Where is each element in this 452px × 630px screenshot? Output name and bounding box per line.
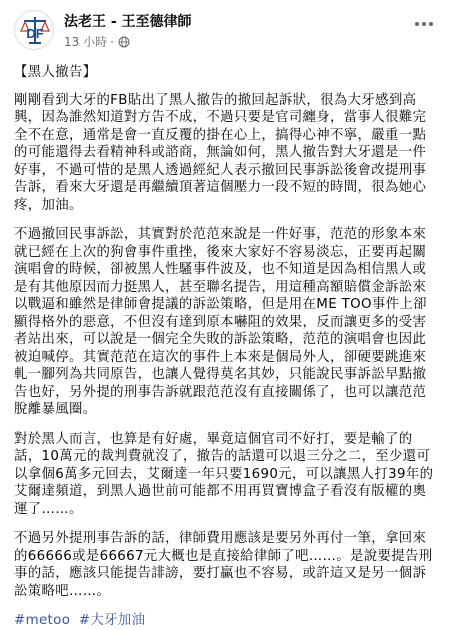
avatar-monogram: DF [26,26,44,41]
author-name[interactable]: 法老王 - 王至德律師 [64,14,192,30]
meta-separator: · [110,34,114,49]
post-paragraph-1: 剛剛看到大牙的FB貼出了黑人撤告的撤回起訴狀，很為大牙感到高興，因為誰然知道對方告不成，不過只要是官司纏身，當事人很難完全不在意，通常是會一直反覆的掛在心上，搞得心神不寧，嚴重一點的可能還得去看精神科或諮商，無論如何，黑人撤告對大牙還是一件好事，不過可惜的是黑人透過經紀人表示撤回民事訴訟後會改提刑事告訴，看來大牙還是再繼續頂著這個壓力一段不短的時間，很為她心疼，加油。 [14,92,427,213]
avatar[interactable] [14,10,54,50]
hashtag-list [14,612,438,630]
globe-icon[interactable] [118,36,130,48]
hashtag-link[interactable]: #metoo [14,613,71,628]
post-time[interactable]: 13 小時 [64,35,108,49]
hashtag-link[interactable]: #大牙加油 [78,613,146,628]
more-options-icon[interactable] [410,14,438,34]
post-meta [64,33,130,50]
post-paragraph-3: 對於黑人而言，也算是有好處，畢竟這個官司不好打，要是輸了的話，10萬元的裁判費就沒了，撤告的話還可以退三分之二，至少還可以拿個6萬多元回去，艾爾達一年只要1690元，可以讓黑人打39年的艾爾達頻道，到黑人過世前可能都不用再買寶博盒子看沒有版權的奧運了……。 [14,431,434,517]
post-title: 【黑人撤告】 [14,65,97,80]
post-body [14,64,438,630]
post-paragraph-4: 不過另外提刑事告訴的話，律師費用應該是要另外再付一筆，拿回來的66666或是66667元大概也是直接給律師了吧……。是說要提告刑事的話，應該只能提告誹謗，要打贏也不容易，或許這又是另一個訴訟策略吧……。 [14,531,433,599]
post-header [14,8,438,56]
post-paragraph-2: 不過撤回民事訴訟，其實對於范范來說是一件好事，范范的形象本來就已經在上次的狗會事件重挫，後來大家好不容易淡忘，正要再起關演唱會的時候，卻被黑人性騷事件波及，也不知道是因為相信黑人或是有其他原因而力挺黑人，甚至聯名提告，用這種高額賠償金訴訟來以戰逼和雖然是律師會提議的訴訟策略，但是用在ME TOO事件上卻顯得格外的惡意，不但沒有達到原本嚇阻的效果，反而讓更多的受害者站出來，可以說是一個完全失敗的訴訟策略，范范的演唱會也因此被迫喊停。其實范范在這次的事件上本來是個局外人，卻硬要跳進來軋一腳列為共同原告，也讓人覺得莫名其妙，只能說民事訴訟早點撤告也好，另外提的刑事告訴就跟范范沒有直接關係了，也可以讓范范脫離暴風圈。 [14,227,427,417]
law-scale-logo-icon [15,11,54,50]
